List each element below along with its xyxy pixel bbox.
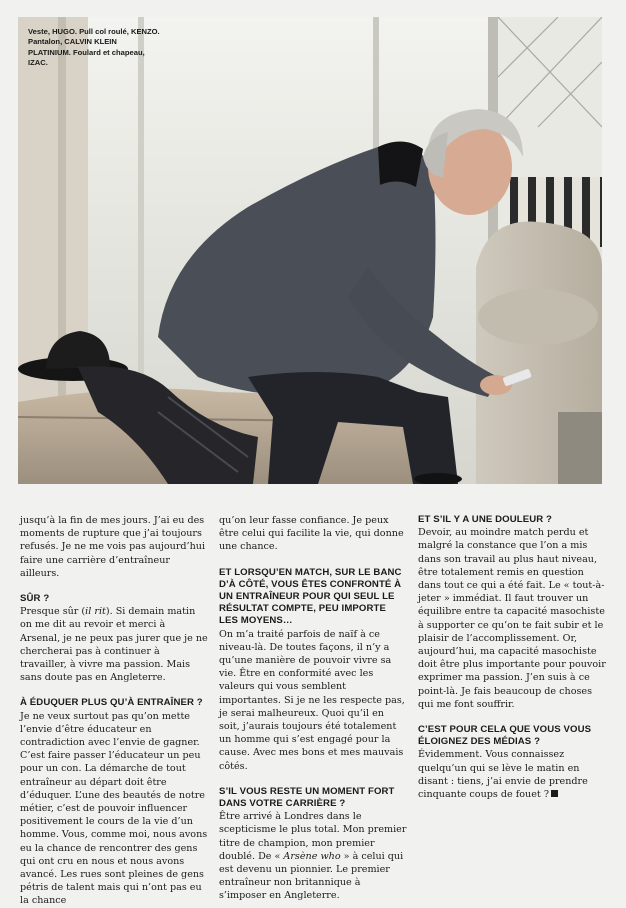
article-column-2: [219, 514, 407, 903]
question-heading: ET S’IL Y A UNE DOULEUR ?: [418, 514, 552, 525]
paragraph: qu’on leur fasse confiance. Je peux être celui qui facilite la vie, qui donne une chance.: [219, 515, 404, 553]
question-heading: SÛR ?: [20, 593, 50, 605]
paragraph: Je ne veux surtout pas qu’on mette l’envie d’être éducateur en contradiction avec l’envie de gagner. C’est faire passer l’éducateur un peu pour un con. La démarche de tout entraîneur au départ doit être d’éduquer. L’une des beautés de notre métier, c’est de pouvoir influencer positivement le cours de la vie d’un homme. Vous, comme moi, nous avons eu la chance de rencontrer des gens qui ont cru en nous et nous avons avancé. Les rues sont pleines de gens pétris de talent mais qui n’ont pas eu la chance: [20, 710, 208, 907]
photo-illustration: [18, 17, 602, 484]
paragraph: Presque sûr (il rit). Si demain matin on me dit au revoir et merci à Arsenal, je ne peux pas jurer que je ne chercherai pas à continuer à travailler, à vivre ma passion. Mais sans doute pas en Angleterre.: [20, 606, 208, 684]
paragraph: Être arrivé à Londres dans le scepticisme le plus total. Mon premier titre de champion, mon premier doublé. De « Arsène who » à celui qui est devenu un pionnier. Le premier entraîneur non britannique à s’imposer en Angleterre.: [219, 811, 407, 902]
paragraph: jusqu’à la fin de mes jours. J’ai eu des moments de rupture que j’ai toujours refusés. Je ne me vois pas aujourd’hui faire une carrière d’entraîneur ailleurs.: [20, 515, 206, 579]
paragraph: Devoir, au moindre match perdu et malgré la constance que l’on a mis dans son travail au plus haut niveau, être totalement remis en question dans tout ce qui a été fait. Le « tout-à-jeter » immédiat. Il faut trouver un équilibre entre ta capacité masochiste à supporter ce qu’on te fait subir et le plaisir de l’accomplissement. Or, aujourd’hui, ma capacité masochiste doit être plus importante pour pouvoir exprimer ma passion. J’en suis à ce point-là. Je fais beaucoup de choses qui me font souffrir.: [418, 527, 606, 710]
question-heading: C’EST POUR CELA QUE VOUS VOUS ÉLOIGNEZ DES MÉDIAS ?: [418, 724, 592, 748]
article-column-3: [418, 514, 606, 801]
photo-caption: Veste, HUGO. Pull col roulé, KENZO. Pantalon, CALVIN KLEIN PLATINIUM. Foulard et chapeau, IZAC.: [28, 27, 160, 67]
article-column-1: [20, 514, 208, 908]
paragraph: On m’a traité parfois de naïf à ce niveau-là. De toutes façons, il n’y a qu’une manière de pouvoir vivre sa vie. Être en conformité avec les valeurs qui vous semblent importantes. Si je ne les respecte pas, je serai malheureux. Quoi qu’il en soit, j’aurais toujours été totalement un homme qui s’est engagé pour la cause. Avec mes bons et mes mauvais côtés.: [219, 628, 405, 772]
question-heading: ET LORSQU’EN MATCH, SUR LE BANC D’À CÔTÉ, VOUS ÊTES CONFRONTÉ À UN ENTRAÎNEUR POUR QUI SEUL LE RÉSULTAT COMPTE, PEU IMPORTE LES MOYENS…: [219, 566, 402, 627]
editorial-photo: [18, 17, 602, 484]
end-of-article-square-icon: [551, 790, 558, 797]
question-heading: S’IL VOUS RESTE UN MOMENT FORT DANS VOTRE CARRIÈRE ?: [219, 785, 395, 810]
paragraph: Évidemment. Vous connaissez quelqu’un qui se lève le matin en disant : tiens, j’ai envie de prendre cinquante coups de fouet ?: [418, 749, 588, 801]
question-heading: À ÉDUQUER PLUS QU’À ENTRAÎNER ?: [20, 697, 203, 709]
